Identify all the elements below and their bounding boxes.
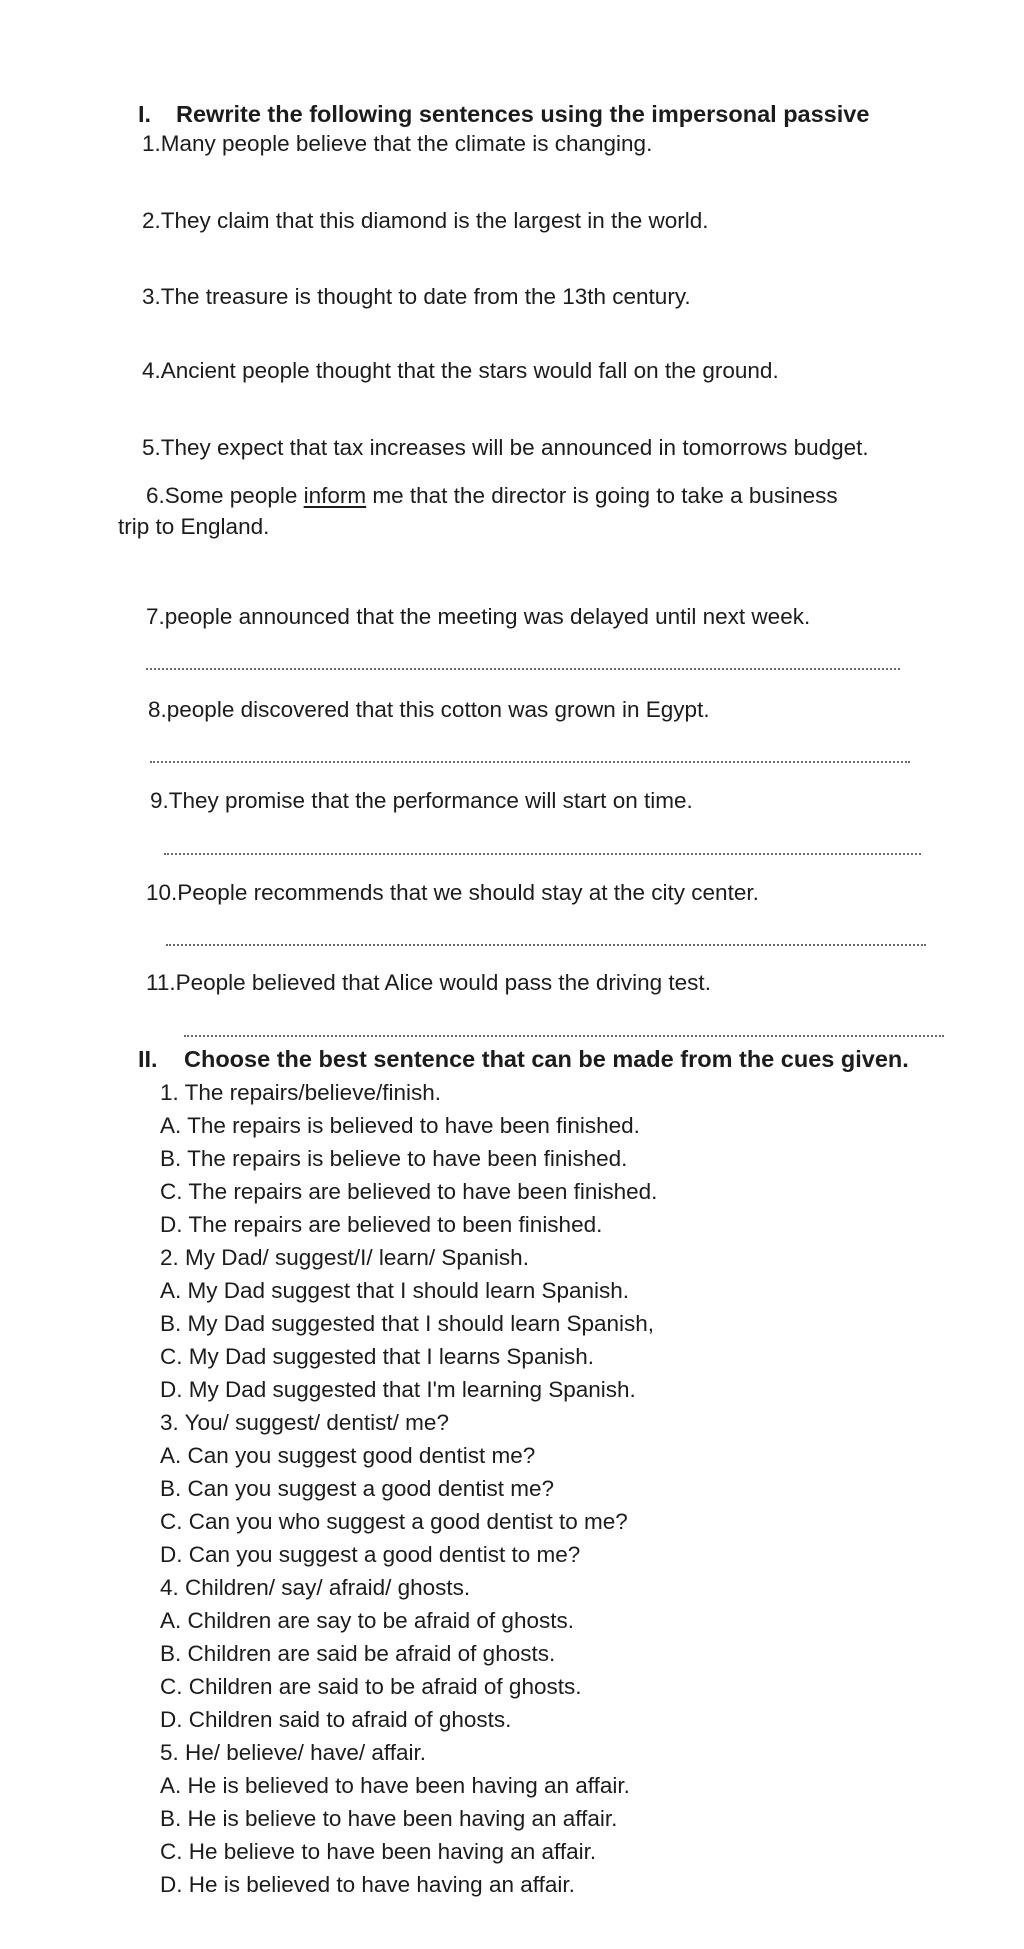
answer-option: A. My Dad suggest that I should learn Spanish. <box>160 1278 630 1303</box>
answer-option: D. He is believed to have having an affair. <box>160 1872 575 1897</box>
exercise-1-item: 1.Many people believe that the climate is changing. <box>142 131 653 156</box>
answer-option: B. The repairs is believe to have been finished. <box>160 1146 628 1171</box>
answer-option: A. The repairs is believed to have been finished. <box>160 1113 640 1138</box>
exercise-1-item: 9.They promise that the performance will start on time. <box>150 788 693 813</box>
answer-option: B. Children are said be afraid of ghosts. <box>160 1641 556 1666</box>
exercise-1-item-6 <box>146 482 838 510</box>
answer-line <box>164 853 921 855</box>
question-cue: 1. The repairs/believe/finish. <box>160 1080 441 1105</box>
question-cue: 4. Children/ say/ afraid/ ghosts. <box>160 1575 471 1600</box>
answer-option: A. Children are say to be afraid of ghosts. <box>160 1608 574 1633</box>
section-1-roman: I. <box>138 101 152 127</box>
answer-option: C. He believe to have been having an affair. <box>160 1839 597 1864</box>
exercise-1-item-6-continuation: trip to England. <box>118 514 270 539</box>
section-1-title: Rewrite the following sentences using the impersonal passive <box>176 101 870 127</box>
exercise-1-item: 3.The treasure is thought to date from the 13th century. <box>142 284 691 309</box>
answer-option: B. He is believe to have been having an affair. <box>160 1806 618 1831</box>
answer-option: A. He is believed to have been having an affair. <box>160 1773 630 1798</box>
exercise-1-item: 2.They claim that this diamond is the largest in the world. <box>142 208 709 233</box>
exercise-1-item: 7.people announced that the meeting was delayed until next week. <box>146 604 811 629</box>
answer-option: B. Can you suggest a good dentist me? <box>160 1476 555 1501</box>
answer-line <box>166 944 926 946</box>
answer-option: B. My Dad suggested that I should learn Spanish, <box>160 1311 655 1336</box>
exercise-1-item: 4.Ancient people thought that the stars would fall on the ground. <box>142 358 779 383</box>
exercise-1-item: 11.People believed that Alice would pass the driving test. <box>146 970 711 995</box>
exercise-1-item: 5.They expect that tax increases will be announced in tomorrows budget. <box>142 435 869 460</box>
answer-option: C. The repairs are believed to have been finished. <box>160 1179 658 1204</box>
answer-option: D. The repairs are believed to been finished. <box>160 1212 603 1237</box>
question-cue: 2. My Dad/ suggest/I/ learn/ Spanish. <box>160 1245 529 1270</box>
answer-option: D. Children said to afraid of ghosts. <box>160 1707 512 1732</box>
answer-option: C. My Dad suggested that I learns Spanish. <box>160 1344 594 1369</box>
section-1-heading <box>138 101 869 128</box>
question-cue: 3. You/ suggest/ dentist/ me? <box>160 1410 449 1435</box>
answer-option: D. Can you suggest a good dentist to me? <box>160 1542 581 1567</box>
answer-option: D. My Dad suggested that I'm learning Spanish. <box>160 1377 636 1402</box>
section-2-heading <box>138 1046 909 1073</box>
exercise-1-item: 10.People recommends that we should stay at the city center. <box>146 880 759 905</box>
item-6-before: 6.Some people <box>146 483 304 508</box>
answer-option: C. Can you who suggest a good dentist to me? <box>160 1509 628 1534</box>
answer-line <box>146 668 900 670</box>
item-6-underlined-word: inform <box>303 483 367 508</box>
answer-line <box>150 761 910 763</box>
section-2-roman: II. <box>138 1046 158 1072</box>
answer-line <box>184 1035 944 1037</box>
answer-option: C. Children are said to be afraid of ghosts. <box>160 1674 582 1699</box>
answer-option: A. Can you suggest good dentist me? <box>160 1443 536 1468</box>
question-cue: 5. He/ believe/ have/ affair. <box>160 1740 427 1765</box>
section-2-title: Choose the best sentence that can be made from the cues given. <box>184 1046 909 1072</box>
item-6-after: me that the director is going to take a business <box>366 483 838 508</box>
exercise-1-item: 8.people discovered that this cotton was grown in Egypt. <box>148 697 710 722</box>
